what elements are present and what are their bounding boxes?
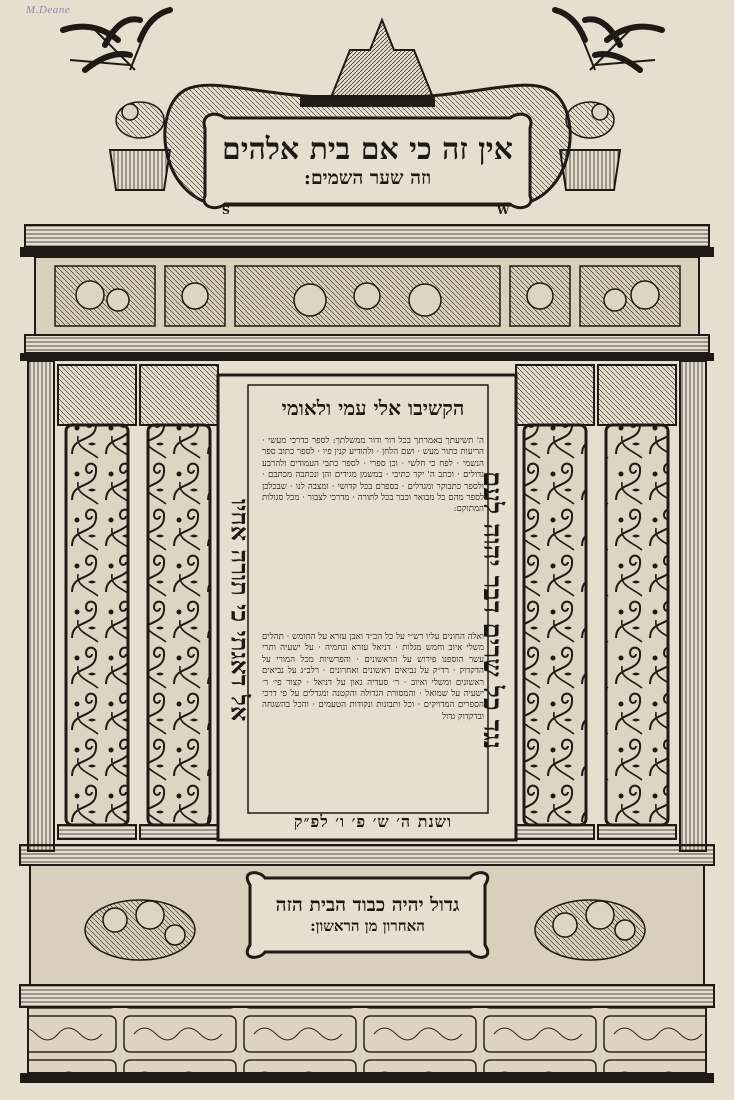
base-line-2: האחרון מן הראשון:	[310, 917, 425, 935]
handwritten-annotation: M.Deane	[26, 4, 71, 16]
monogram-left: S	[222, 204, 230, 217]
center-text-panel	[250, 388, 496, 818]
right-plant	[555, 10, 662, 190]
panel-body-2: ואלה החונים עליו רש״י על כל הכ״ד ואבן עזרא על החומש · תהלים משלי איוב וחמש מגלות · דניאל עזרא ונחמיה · על ישעיה ותרי עשר הוספנו פירוש על הראשונים · והפרשיות מכל המורי על הדקדוק · רד״ק על נביאים ראשונים ואחרונים · רלב״ג על נביאים ראשונים ומשלי ואיוב · ר׳ סעדיה גאון על דניאל · קצור פי׳ ר׳ ישעיה על שמואל · והמסורת הגדולה והקטנה ומגדלים על פי דרכי הספרים המדויקים · וכל ותבונות ונקודות הטעמים · והכל בהשגחה ובדקדוק גדול	[262, 632, 484, 722]
title-line-1: אין זה כי אם בית אלהים	[222, 132, 513, 167]
vertical-verse-left: אל דאגתי כי תורה אחיו	[225, 498, 255, 722]
title-line-2: וזה שער השמים:	[303, 167, 432, 189]
base-line-1: גדול יהיה כבוד הבית הזה	[275, 894, 460, 916]
left-plant	[63, 10, 170, 190]
entablature	[20, 225, 714, 361]
base-cartouche	[245, 880, 490, 950]
vertical-verse-right: נגד כל שרים דבר יהוה לעם	[477, 470, 507, 750]
printing-date: ושנת ה׳ ש׳ פ׳ ו׳ לפ״ק	[293, 812, 453, 831]
title-cartouche	[205, 122, 530, 200]
monogram-right: W	[497, 204, 510, 217]
panel-body-1: ה' תשיעתך באמרתך בכל דור ודור ממשלתך: לספר כדרכי מעשי · הריעות כתור מעש · ושם הלחן · ולהודיע קנין פיו · לספר כתוב ספר הנשמי · לפח כי חלשי · וכן ספרי · לספר כתבי העמודים ולהרבע גדולים · וכתב ה' יקר כתיבי · במשמן מגידים והן ונכתבה מכתבם · ולספר כתבוקר ומגדלים · בספרם בכל קדושי · ומצבה לנו · שבכלכן לספר מהם כל מבואר וכבר בכל לתורה · מדרכי לצבור · מכל סגולות המתוקם:	[262, 436, 484, 515]
panel-heading: הקשיבו אלי עמי ולאומי	[281, 396, 465, 420]
